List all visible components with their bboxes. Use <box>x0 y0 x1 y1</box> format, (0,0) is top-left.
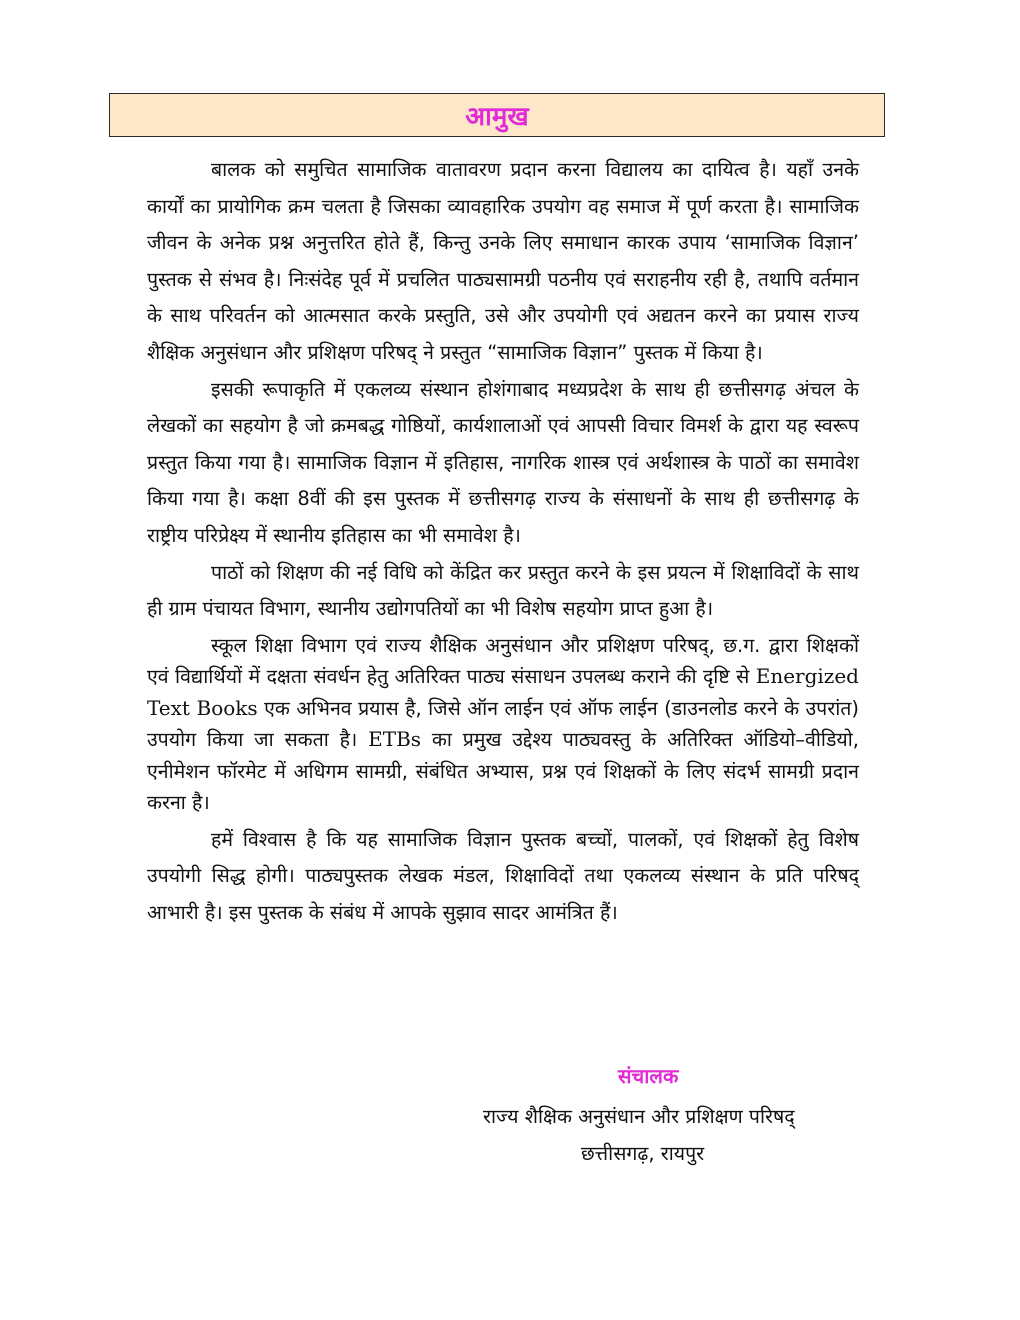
signature-title: संचालक <box>618 1064 679 1088</box>
title-banner <box>109 93 885 137</box>
etbs-term: ETBs <box>368 727 422 752</box>
page-title: आमुख <box>465 102 529 132</box>
paragraph-4-part-a: स्कूल शिक्षा विभाग एवं राज्य शैक्षिक अनुसंधान और प्रशिक्षण परिषद्, छ.ग. द्वारा शिक्षकों एवं विद्यार्थियों में दक्षता संवर्धन हेतु अतिरिक्त पाठ्य संसाधन उपलब्ध कराने की दृष्टि से <box>147 633 859 689</box>
paragraph-4 <box>147 630 859 819</box>
signature-place: छत्तीसगढ़, रायपुर <box>581 1142 705 1165</box>
paragraph-1: बालक को समुचित सामाजिक वातावरण प्रदान करना विद्यालय का दायित्व है। यहाँ उनके कार्यों का प्रायोगिक क्रम चलता है जिसका व्यावहारिक उपयोग वह समाज में पूर्ण करता है। सामाजिक जीवन के अनेक प्रश्न अनुत्तरित होते हैं, किन्तु उनके लिए समाधान कारक उपाय ‘सामाजिक विज्ञान’ पुस्तक से संभव है। निःसंदेह पूर्व में प्रचलित पाठ्यसामग्री पठनीय एवं सराहनीय रही है, तथापि वर्तमान के साथ परिवर्तन को आत्मसात करके प्रस्तुति, उसे और उपयोगी एवं अद्यतन करने का प्रयास राज्य शैक्षिक अनुसंधान और प्रशिक्षण परिषद् ने प्रस्तुत “सामाजिक विज्ञान” पुस्तक में किया है। <box>147 158 859 364</box>
paragraph-5: हमें विश्वास है कि यह सामाजिक विज्ञान पुस्तक बच्चों, पालकों, एवं शिक्षकों हेतु विशेष उपयोगी सिद्ध होगी। पाठ्यपुस्तक लेखक मंडल, शिक्षाविदों तथा एकलव्य संस्थान के प्रति परिषद् आभारी है। इस पुस्तक के संबंध में आपके सुझाव सादर आमंत्रित हैं। <box>147 827 859 924</box>
paragraph-2: इसकी रूपाकृति में एकलव्य संस्थान होशंगाबाद मध्यप्रदेश के साथ ही छत्तीसगढ़ अंचल के लेखकों का सहयोग है जो क्रमबद्ध गोष्ठियों, कार्यशालाओं एवं आपसी विचार विमर्श के द्वारा यह स्वरूप प्रस्तुत किया गया है। सामाजिक विज्ञान में इतिहास, नागरिक शास्त्र एवं अर्थशास्त्र के पाठों का समावेश किया गया है। कक्षा 8वीं की इस पुस्तक में छत्तीसगढ़ राज्य के संसाधनों के साथ ही छत्तीसगढ़ के राष्ट्रीय परिप्रेक्ष्य में स्थानीय इतिहास का भी समावेश है। <box>147 377 859 547</box>
paragraph-3: पाठों को शिक्षण की नई विधि को केंद्रित कर प्रस्तुत करने के इस प्रयत्न में शिक्षाविदों के साथ ही ग्राम पंचायत विभाग, स्थानीय उद्योगपतियों का भी विशेष सहयोग प्राप्त हुआ है। <box>147 560 859 621</box>
energized-text-books-term: Energized Text Books <box>147 664 859 720</box>
preface-body <box>147 152 859 932</box>
signature-organization: राज्य शैक्षिक अनुसंधान और प्रशिक्षण परिषद् <box>483 1105 795 1128</box>
paragraph-4-part-c: का प्रमुख उद्देश्य पाठ्यवस्तु के अतिरिक्त ऑडियो–वीडियो, एनीमेशन फॉरमेट में अधिगम सामग्री, संबंधित अभ्यास, प्रश्न एवं शिक्षकों के लिए संदर्भ सामग्री प्रदान करना है। <box>147 728 859 815</box>
paragraph-4-part-b: एक अभिनव प्रयास है, जिसे ऑन लाईन एवं ऑफ लाईन (डाउनलोड करने के उपरांत) उपयोग किया जा सकता है। <box>147 696 859 752</box>
